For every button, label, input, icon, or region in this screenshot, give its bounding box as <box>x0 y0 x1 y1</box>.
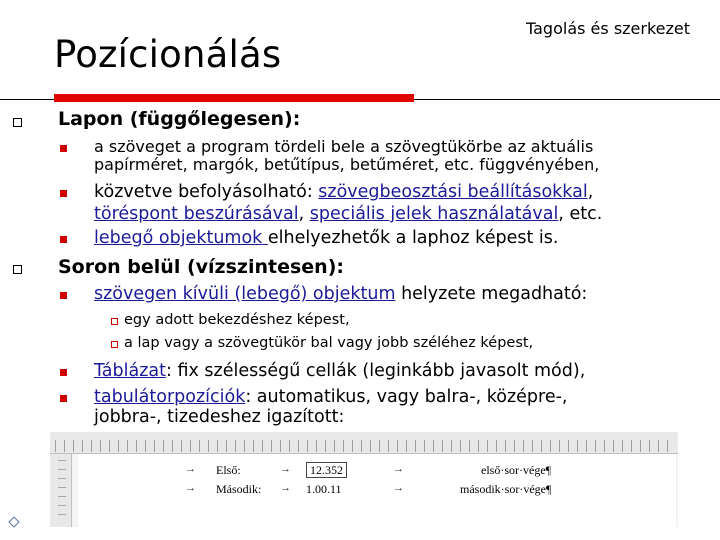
bullet-text: a szöveget a program tördeli bele a szövegtükörbe az aktuális <box>94 137 594 156</box>
section-heading: Lapon (függőlegesen): <box>58 108 301 130</box>
tab-arrow-icon: → <box>280 463 291 475</box>
red-square-bullet-icon <box>60 369 67 376</box>
bullet-text: közvetve befolyásolható: szövegbeosztási beállításokkal, <box>94 182 594 202</box>
red-square-bullet-icon <box>60 236 67 243</box>
red-square-bullet-icon <box>60 145 67 152</box>
hollow-red-square-bullet-icon <box>111 318 118 325</box>
document-page[interactable] <box>78 454 676 527</box>
bullet-text: szövegen kívüli (lebegő) objektum helyzete megadható: <box>94 284 588 304</box>
bullet-text: Táblázat: fix szélességű cellák (leginkább javasolt mód), <box>94 361 586 381</box>
link-special-chars[interactable]: speciális jelek használatával <box>309 204 559 224</box>
link-tab-positions[interactable]: tabulátorpozíciók <box>94 387 246 407</box>
tab-arrow-icon: → <box>185 482 196 494</box>
link-text-settings[interactable]: szövegbeosztási beállításokkal <box>318 182 588 202</box>
doc-number: 1.00.11 <box>306 482 342 496</box>
doc-number: 12.352 <box>306 463 347 478</box>
bullet-text: lebegő objektumok elhelyezhetők a laphoz képest is. <box>94 228 559 248</box>
hollow-red-square-bullet-icon <box>111 341 118 348</box>
doc-right-text: második·sor·vége¶ <box>460 482 552 496</box>
sub-bullet-text: a lap vagy a szövegtükör bal vagy jobb széléhez képest, <box>124 335 534 351</box>
sub-bullet-text: egy adott bekezdéshez képest, <box>124 312 350 328</box>
title-accent-bar <box>54 94 414 102</box>
bullet-text: jobbra-, tizedeshez igazított: <box>94 407 345 427</box>
link-break-insert[interactable]: töréspont beszúrásával <box>94 204 299 224</box>
bullet-text: tabulátorpozíciók: automatikus, vagy balra-, középre-, <box>94 387 568 407</box>
section-heading: Soron belül (vízszintesen): <box>58 256 344 278</box>
link-outside-object[interactable]: szövegen kívüli (lebegő) objektum <box>94 284 396 304</box>
red-square-bullet-icon <box>60 292 67 299</box>
link-floating-objects[interactable]: lebegő objektumok <box>94 228 268 248</box>
diamond-icon <box>8 516 19 527</box>
ruler-ticks <box>55 440 675 452</box>
link-table[interactable]: Táblázat <box>94 361 166 381</box>
bullet-text: papírméret, margók, betűtípus, betűméret, etc. függvényében, <box>94 155 600 174</box>
tab-arrow-icon: → <box>185 463 196 475</box>
doc-right-text: első·sor·vége¶ <box>481 463 552 477</box>
hollow-square-bullet-icon <box>13 118 22 127</box>
slide-title: Pozícionálás <box>54 33 282 76</box>
ruler-ticks <box>58 460 66 520</box>
tab-arrow-icon: → <box>393 463 404 475</box>
hollow-square-bullet-icon <box>13 265 22 274</box>
red-square-bullet-icon <box>60 395 67 402</box>
tab-arrow-icon: → <box>280 482 291 494</box>
red-square-bullet-icon <box>60 190 67 197</box>
tab-arrow-icon: → <box>393 482 404 494</box>
doc-label: Második: <box>216 482 262 496</box>
section-title: Tagolás és szerkezet <box>526 19 691 38</box>
doc-label: Első: <box>216 463 241 477</box>
bullet-text: töréspont beszúrásával, speciális jelek használatával, etc. <box>94 204 603 224</box>
